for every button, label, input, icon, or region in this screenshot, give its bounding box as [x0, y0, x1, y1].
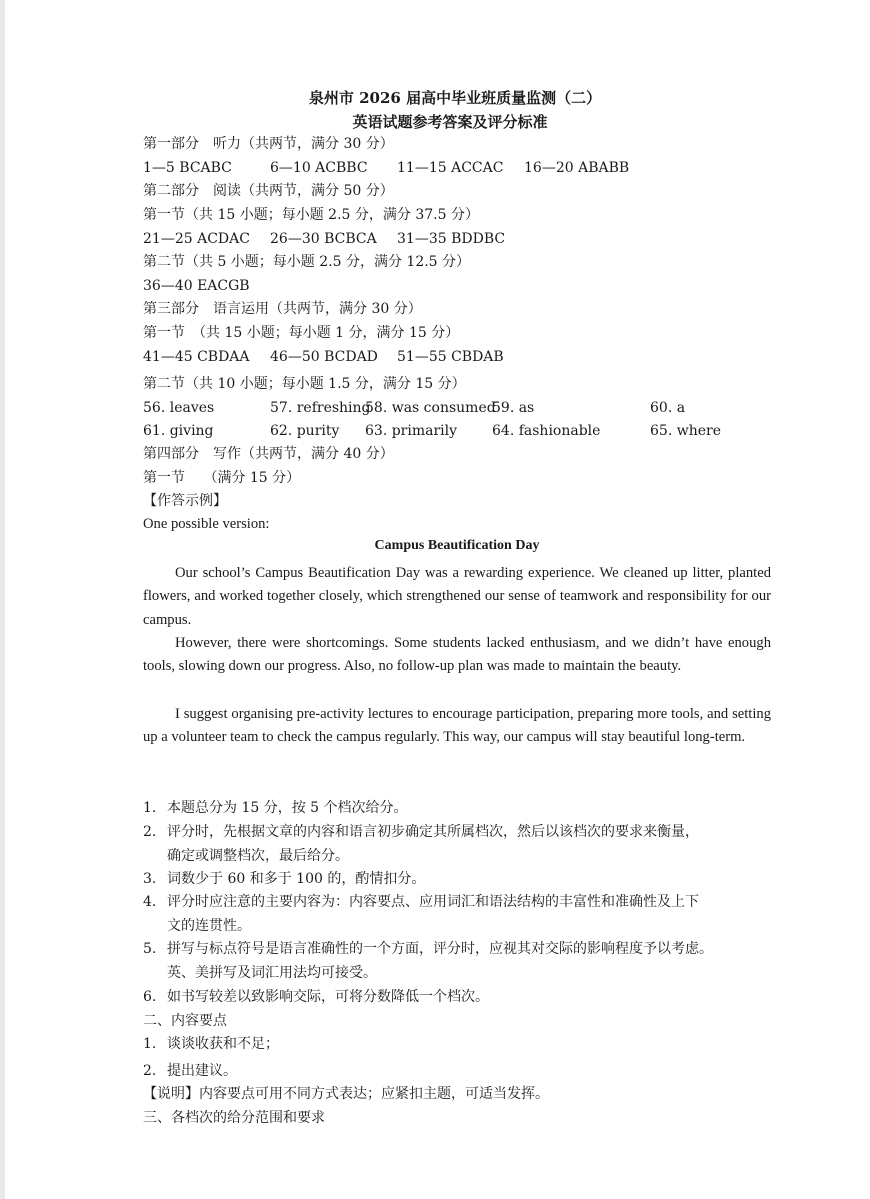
content-point [143, 1059, 783, 1083]
rule-number: 3. [143, 871, 157, 887]
fill-answer: 57. refreshing [270, 400, 371, 416]
rule-text: 评分时，先根据文章的内容和语言初步确定其所属档次，然后以该档次的要求来衡量， [167, 824, 699, 840]
answer-group: 6—10 ACBBC [270, 160, 368, 176]
rule-continuation: 确定或调整档次，最后给分。 [167, 848, 349, 864]
scoring-rule [143, 796, 783, 820]
rule-continuation: 文的连贯性。 [167, 918, 251, 934]
essay-paragraph: Our school’s Campus Beautification Day was a rewarding experience. We cleaned up litter, planted flowers, and worked together closely, which strengthened our sense of teamwork and responsibility for our campus. [143, 565, 771, 628]
scoring-rule [143, 867, 783, 891]
answer-group: 36—40 EACGB [143, 278, 250, 294]
rule-number: 2. [143, 824, 157, 840]
part3-section1-heading: 第一节 （共 15 小题；每小题 1 分，满分 15 分） [143, 325, 460, 341]
rule-number: 5. [143, 941, 157, 957]
answer-group: 1—5 BCABC [143, 160, 232, 176]
fill-answer: 62. purity [270, 423, 340, 439]
answer-group: 26—30 BCBCA [270, 231, 377, 247]
scoring-rule [143, 890, 783, 938]
part2-section1-heading: 第一节（共 15 小题；每小题 2.5 分，满分 37.5 分） [143, 207, 479, 223]
answer-group: 31—35 BDDBC [397, 231, 506, 247]
fill-answer: 60. a [650, 400, 686, 416]
part4-heading: 第四部分 写作（共两节，满分 40 分） [143, 446, 394, 462]
part1-heading: 第一部分 听力（共两节，满分 30 分） [143, 136, 394, 152]
essay-title: Campus Beautification Day [374, 538, 540, 553]
rule-text: 评分时应注意的主要内容为：内容要点、应用词汇和语法结构的丰富性和准确性及上下 [167, 894, 699, 910]
essay-paragraph: I suggest organising pre-activity lectures to encourage participation, preparing more tools, and setting up a volunteer team to check the campus regularly. This way, our campus will stay beautiful long-term. [143, 706, 771, 746]
note: 【说明】内容要点可用不同方式表达；应紧扣主题，可适当发挥。 [143, 1086, 549, 1102]
page-title: 泉州市 2026 届高中毕业班质量监测（二） [308, 89, 602, 107]
answer-group: 11—15 ACCAC [397, 160, 504, 176]
part3-section2-heading: 第二节（共 10 小题；每小题 1.5 分，满分 15 分） [143, 376, 466, 392]
answer-group: 51—55 CBDAB [397, 349, 504, 365]
fill-answer: 65. where [650, 423, 721, 439]
essay-paragraph: However, there were shortcomings. Some students lacked enthusiasm, and we didn’t have enough tools, slowing down our progress. Also, no follow-up plan was made to maintain the beauty. [143, 635, 771, 675]
scoring-rule [143, 985, 783, 1009]
content-heading: 二、内容要点 [143, 1013, 227, 1029]
scoring-rule [143, 820, 783, 868]
fill-answer: 59. as [492, 400, 535, 416]
rule-text: 如书写较差以致影响交际，可将分数降低一个档次。 [167, 989, 489, 1005]
part2-heading: 第二部分 阅读（共两节，满分 50 分） [143, 183, 394, 199]
point-number: 1. [143, 1036, 157, 1052]
part4-section1-heading: 第一节 （满分 15 分） [143, 470, 301, 486]
scan-edge [0, 0, 5, 1199]
fill-answer: 58. was consumed [365, 400, 496, 416]
fill-answer: 56. leaves [143, 400, 215, 416]
part3-heading: 第三部分 语言运用（共两节，满分 30 分） [143, 301, 422, 317]
answer-group: 41—45 CBDAA [143, 349, 250, 365]
fill-answer: 64. fashionable [492, 423, 601, 439]
page-subtitle: 英语试题参考答案及评分标准 [352, 113, 548, 131]
scoring-rule [143, 937, 783, 985]
rule-number: 6. [143, 989, 157, 1005]
rule-text: 本题总分为 15 分，按 5 个档次给分。 [167, 800, 408, 816]
rule-text: 拼写与标点符号是语言准确性的一个方面，评分时，应视其对交际的影响程度予以考虑。 [167, 941, 713, 957]
answer-group: 46—50 BCDAD [270, 349, 378, 365]
rule-text: 词数少于 60 和多于 100 的，酌情扣分。 [167, 871, 426, 887]
version-label: One possible version: [143, 516, 270, 532]
fill-answer: 61. giving [143, 423, 214, 439]
fill-answer: 63. primarily [365, 423, 458, 439]
part2-section2-heading: 第二节（共 5 小题；每小题 2.5 分，满分 12.5 分） [143, 254, 471, 270]
example-label: 【作答示例】 [143, 493, 227, 509]
rule-number: 4. [143, 894, 157, 910]
rule-number: 1. [143, 800, 157, 816]
point-text: 谈谈收获和不足； [167, 1036, 279, 1052]
point-text: 提出建议。 [167, 1063, 237, 1079]
rule-continuation: 英、美拼写及词汇用法均可接受。 [167, 965, 377, 981]
answer-group: 16—20 ABABB [524, 160, 630, 176]
levels-heading: 三、各档次的给分范围和要求 [143, 1110, 325, 1126]
answer-group: 21—25 ACDAC [143, 231, 250, 247]
content-point [143, 1032, 783, 1056]
point-number: 2. [143, 1063, 157, 1079]
